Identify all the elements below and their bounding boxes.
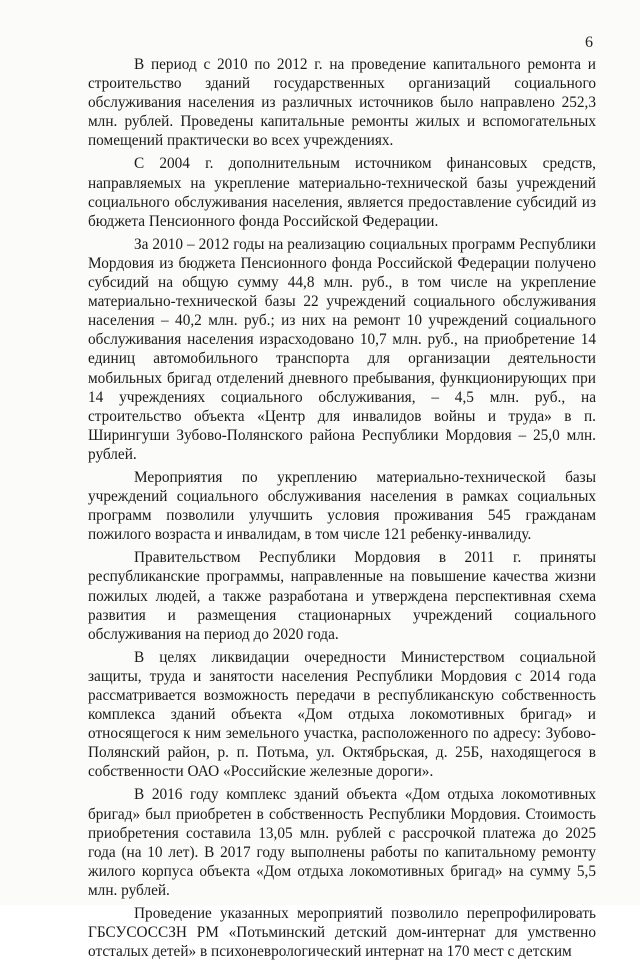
- page-number: 6: [585, 34, 593, 51]
- paragraph: Мероприятия по укреплению материально-технической базы учреждений социального обслуживания населения в рамках социальных программ позволили улучшить условия проживания 545 гражданам пожилого возраста и инвалидам, в том числе 121 ребенку-инвалиду.: [88, 468, 596, 544]
- paragraph: Проведение указанных мероприятий позволило перепрофилировать ГБСУСОССЗН РМ «Потьминский детский дом-интернат для умственно отсталых детей» в психоневрологический интернат на 170 мест с детским: [88, 905, 596, 961]
- paragraph: С 2004 г. дополнительным источником финансовых средств, направляемых на укрепление материально-технической базы учреждений социального обслуживания населения, является предоставление субсидий из бюджета Пенсионного фонда Российской Федерации.: [88, 155, 596, 230]
- paragraph: Правительством Республики Мордовия в 2011 г. приняты республиканские программы, направленные на повышение качества жизни пожилых людей, а также разработана и утверждена перспективная схема развития и размещения стационарных учреждений социального обслуживания на период до 2020 года.: [88, 549, 596, 643]
- document-body: [88, 55, 596, 965]
- paragraph: В 2016 году комплекс зданий объекта «Дом отдыха локомотивных бригад» был приобретен в собственность Республики Мордовия. Стоимость приобретения составила 13,05 млн. рублей с рассрочкой платежа до 2025 года (на 10 лет). В 2017 году выполнены работы по капитальному ремонту жилого корпуса объекта «Дом отдыха локомотивных бригад» на сумму 5,5 млн. рублей.: [88, 786, 596, 899]
- paragraph: В период с 2010 по 2012 г. на проведение капитального ремонта и строительство зданий государственных организаций социального обслуживания населения из различных источников было направлено 252,3 млн. рублей. Проведены капитальные ремонты жилых и вспомогательных помещений практически во всех учреждениях.: [88, 56, 596, 150]
- paragraph: За 2010 – 2012 годы на реализацию социальных программ Республики Мордовия из бюджета Пенсионного фонда Российской Федерации получено субсидий на общую сумму 44,8 млн. руб., в том числе на укрепление материально-технической базы 22 учреждений социального обслуживания населения – 40,2 млн. руб.; из них на ремонт 10 учреждений социального обслуживания населения израсходовано 10,7 млн. руб., на приобретение 14 единиц автомобильного транспорта для организации деятельности мобильных бригад отделений дневного пребывания, функционирующих при 14 учреждениях социального обслуживания, – 4,5 млн. руб., на строительство объекта «Центр для инвалидов войны и труда» в п. Ширингуши Зубово-Полянского района Республики Мордовия – 25,0 млн. рублей.: [88, 235, 596, 463]
- paragraph: В целях ликвидации очередности Министерством социальной защиты, труда и занятости населения Республики Мордовия с 2014 года рассматривается возможность передачи в республиканскую собственность комплекса зданий объекта «Дом отдыха локомотивных бригад» и относящегося к ним земельного участка, расположенного по адресу: Зубово-Полянский район, р. п. Потьма, ул. Октябрьская, д. 25Б, находящегося в собственности ОАО «Российские железные дороги».: [88, 648, 596, 781]
